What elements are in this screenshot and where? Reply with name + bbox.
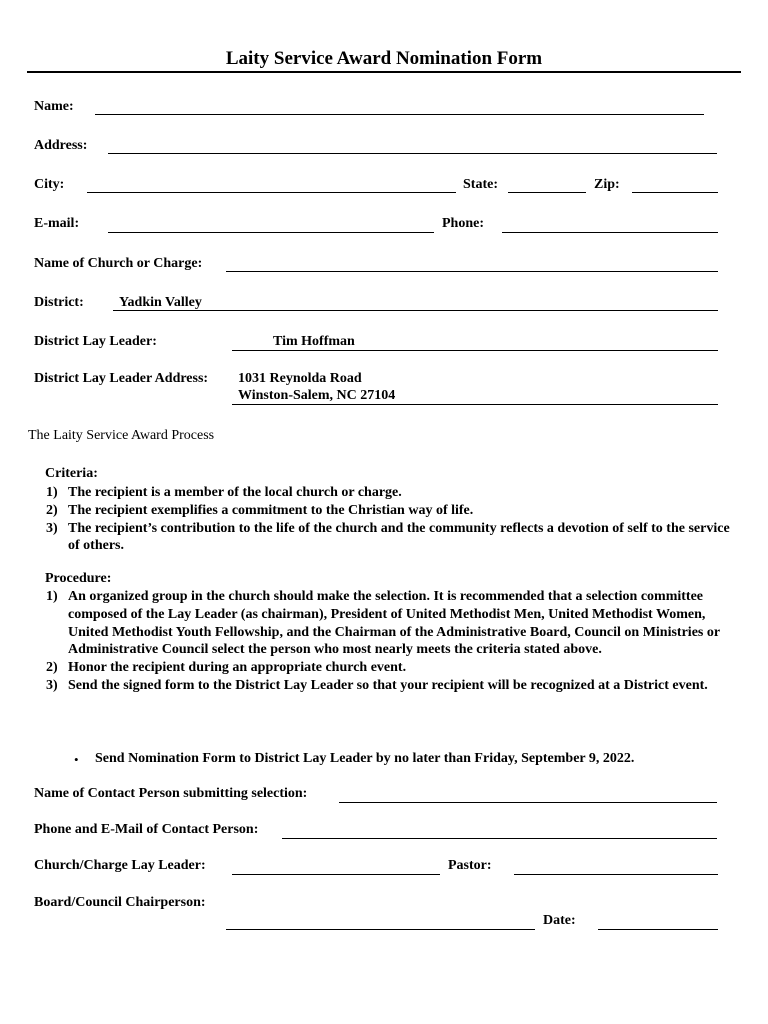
date-label: Date: [543,913,576,928]
name-label: Name: [34,99,74,114]
procedure-list [46,588,741,695]
contact-person-field[interactable] [339,802,717,803]
state-label: State: [463,177,498,192]
lay-leader-label: District Lay Leader: [34,334,157,349]
criteria-heading: Criteria: [45,466,98,481]
city-label: City: [34,177,65,192]
phone-field[interactable] [502,232,718,233]
list-text: The recipient exemplifies a commitment to the Christian way of life. [68,502,474,518]
zip-field[interactable] [632,192,718,193]
state-field[interactable] [508,192,586,193]
email-label: E-mail: [34,216,80,231]
name-field[interactable] [95,114,704,115]
contact-phone-email-label: Phone and E-Mail of Contact Person: [34,822,259,837]
board-chair-field[interactable] [226,929,535,930]
list-number: 3) [46,520,58,536]
church-lay-leader-label: Church/Charge Lay Leader: [34,858,206,873]
pastor-field[interactable] [514,874,718,875]
criteria-list [46,484,741,555]
city-field[interactable] [87,192,456,193]
church-label: Name of Church or Charge: [34,256,203,271]
list-text: The recipient is a member of the local church or charge. [68,485,402,500]
address-label: Address: [34,138,88,153]
church-lay-leader-field[interactable] [232,874,440,875]
deadline-note: Send Nomination Form to District Lay Leader by no later than Friday, September 9, 2022. [95,751,635,766]
email-field[interactable] [108,232,434,233]
criteria-item [46,502,741,520]
lay-leader-address-label: District Lay Leader Address: [34,371,209,386]
criteria-item [46,484,741,502]
procedure-item [46,659,741,677]
district-field[interactable] [113,310,718,311]
list-number: 1) [46,589,58,604]
phone-label: Phone: [442,216,484,231]
list-text: An organized group in the church should make the selection. It is recommended that a selection committee composed of the Lay Leader (as chairman), President of United Methodist Men, United Methodist Women, United Methodist Youth Fellowship, and the Chairman of the Administrative Board, Council on Ministries or Administrative Council select the person who most nearly meets the criteria stated above. [68,589,720,658]
lay-leader-field[interactable] [232,350,718,351]
bullet-icon: • [74,752,79,767]
contact-phone-email-field[interactable] [282,838,717,839]
list-text: The recipient’s contribution to the life of the church and the community reflects a devotion of self to the service of others. [68,520,730,554]
list-number: 1) [46,485,58,500]
title-divider [27,71,741,73]
list-number: 2) [46,660,58,676]
procedure-item [46,677,741,695]
lay-leader-address-field[interactable] [232,404,718,405]
procedure-item [46,588,741,659]
procedure-heading: Procedure: [45,571,112,586]
district-value: Yadkin Valley [119,295,202,310]
zip-label: Zip: [594,177,620,192]
district-label: District: [34,295,84,310]
list-text: Honor the recipient during an appropriate church event. [68,660,407,676]
list-number: 2) [46,502,58,518]
lay-leader-value: Tim Hoffman [273,334,355,349]
pastor-label: Pastor: [448,858,492,873]
list-number: 3) [46,677,58,693]
address-field[interactable] [108,153,717,154]
church-field[interactable] [226,271,718,272]
date-field[interactable] [598,929,718,930]
contact-person-label: Name of Contact Person submitting selection: [34,786,308,801]
list-text: Send the signed form to the District Lay Leader so that your recipient will be recognized at a District event. [68,677,708,693]
lay-leader-address-line1: 1031 Reynolda Road [238,371,362,386]
board-chair-label: Board/Council Chairperson: [34,895,206,910]
process-heading: The Laity Service Award Process [28,428,215,443]
criteria-item [46,520,741,556]
lay-leader-address-line2: Winston-Salem, NC 27104 [238,388,396,403]
form-title: Laity Service Award Nomination Form [225,48,543,69]
